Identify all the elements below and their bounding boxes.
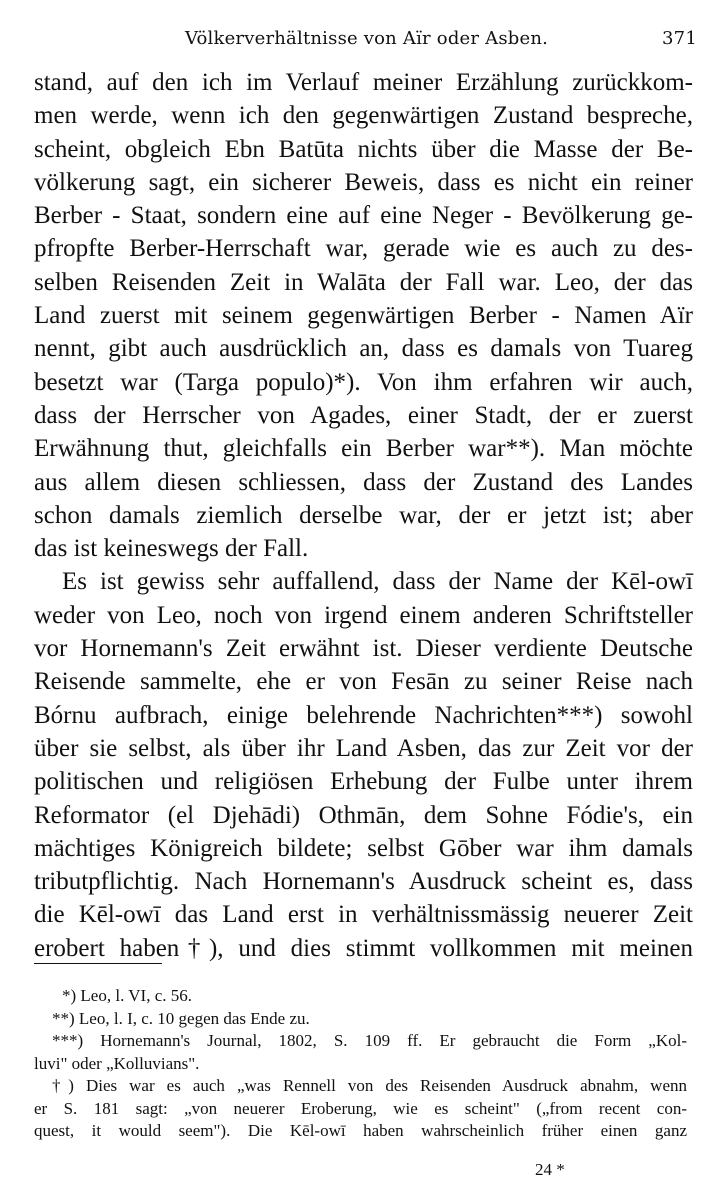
body-line: völkerung sagt, ein sicherer Beweis, dass es nicht ein reiner (34, 168, 693, 196)
footnote-line: ***) Hornemann's Journal, 1802, S. 109 ff. Er gebraucht die Form „Kol- (52, 1031, 687, 1050)
body-line: politischen und religiösen Erhebung der Fulbe unter ihrem (34, 768, 693, 796)
running-head (36, 28, 697, 56)
body-line: dass der Herrscher von Agades, einer Stadt, der er zuerst (34, 401, 693, 429)
paragraph-start-line: Es ist gewiss sehr auffallend, dass der Name der Kēl-owī (62, 568, 693, 596)
footnote-line: *) Leo, l. VI, c. 56. (62, 986, 192, 1005)
footnote-line: quest, it would seem"). Die Kēl-owī haben wahrscheinlich früher einen ganz (34, 1121, 687, 1140)
body-line: aus allem diesen schliessen, dass der Zustand des Landes (34, 468, 693, 496)
body-line: das ist keineswegs der Fall. (34, 535, 309, 563)
body-text (34, 66, 693, 965)
body-line: selben Reisenden Zeit in Walāta der Fall war. Leo, der das (34, 268, 693, 296)
body-line: schon damals ziemlich derselbe war, der er jetzt ist; aber (34, 501, 693, 529)
body-line: Reisende sammelte, ehe er von Fesān zu seiner Reise nach (34, 668, 693, 696)
footnote-divider (34, 963, 162, 964)
body-line: pfropfte Berber-Herrschaft war, gerade wie es auch zu des- (34, 235, 693, 263)
body-line: erobert haben†), und dies stimmt vollkommen mit meinen (34, 934, 693, 962)
body-line: Bórnu aufbrach, einige belehrende Nachrichten***) sowohl (34, 701, 693, 729)
footnote-line: er S. 181 sagt: „von neuerer Eroberung, wie es scheint" („from recent con- (34, 1098, 687, 1118)
body-line: über sie selbst, als über ihr Land Asben, das zur Zeit vor der (34, 734, 693, 762)
running-title: Völkerverhältnisse von Aïr oder Asben. (184, 28, 549, 49)
body-line: stand, auf den ich im Verlauf meiner Erzählung zurückkom- (34, 69, 693, 96)
body-line: weder von Leo, noch von irgend einem anderen Schriftsteller (34, 601, 693, 629)
page-number: 371 (662, 28, 697, 49)
footnote-line: †) Dies war es auch „was Rennell von des Reisenden Ausdruck abnahm, wenn (52, 1076, 687, 1095)
body-line: Erwähnung thut, gleichfalls ein Berber war**). Man möchte (34, 435, 693, 463)
body-line: besetzt war (Targa populo)*). Von ihm erfahren wir auch, (34, 368, 693, 396)
body-line: tributpflichtig. Nach Hornemann's Ausdruck scheint es, dass (34, 868, 693, 896)
body-line: Land zuerst mit seinem gegenwärtigen Berber - Namen Aïr (34, 302, 693, 330)
body-line: die Kēl-owī das Land erst in verhältnissmässig neuerer Zeit (34, 901, 693, 929)
body-line: scheint, obgleich Ebn Batūta nichts über die Masse der Be- (34, 135, 693, 163)
body-line: vor Hornemann's Zeit erwähnt ist. Dieser verdiente Deutsche (34, 635, 693, 663)
signature-mark: 24 * (535, 1160, 565, 1179)
body-line: Berber - Staat, sondern eine auf eine Neger - Bevölkerung ge- (34, 202, 693, 230)
body-line: nennt, gibt auch ausdrücklich an, dass es damals von Tuareg (34, 335, 693, 363)
footnote-line: luvi" oder „Kolluvians". (34, 1053, 200, 1073)
footnotes (34, 985, 687, 1143)
footnote-line: **) Leo, l. I, c. 10 gegen das Ende zu. (52, 1008, 310, 1028)
body-line: men werde, wenn ich den gegenwärtigen Zustand bespreche, (34, 102, 693, 130)
body-line: Reformator (el Djehādi) Othmān, dem Sohne Fódie's, ein (34, 801, 693, 829)
body-line: mächtiges Königreich bildete; selbst Gōber war ihm damals (34, 834, 693, 862)
